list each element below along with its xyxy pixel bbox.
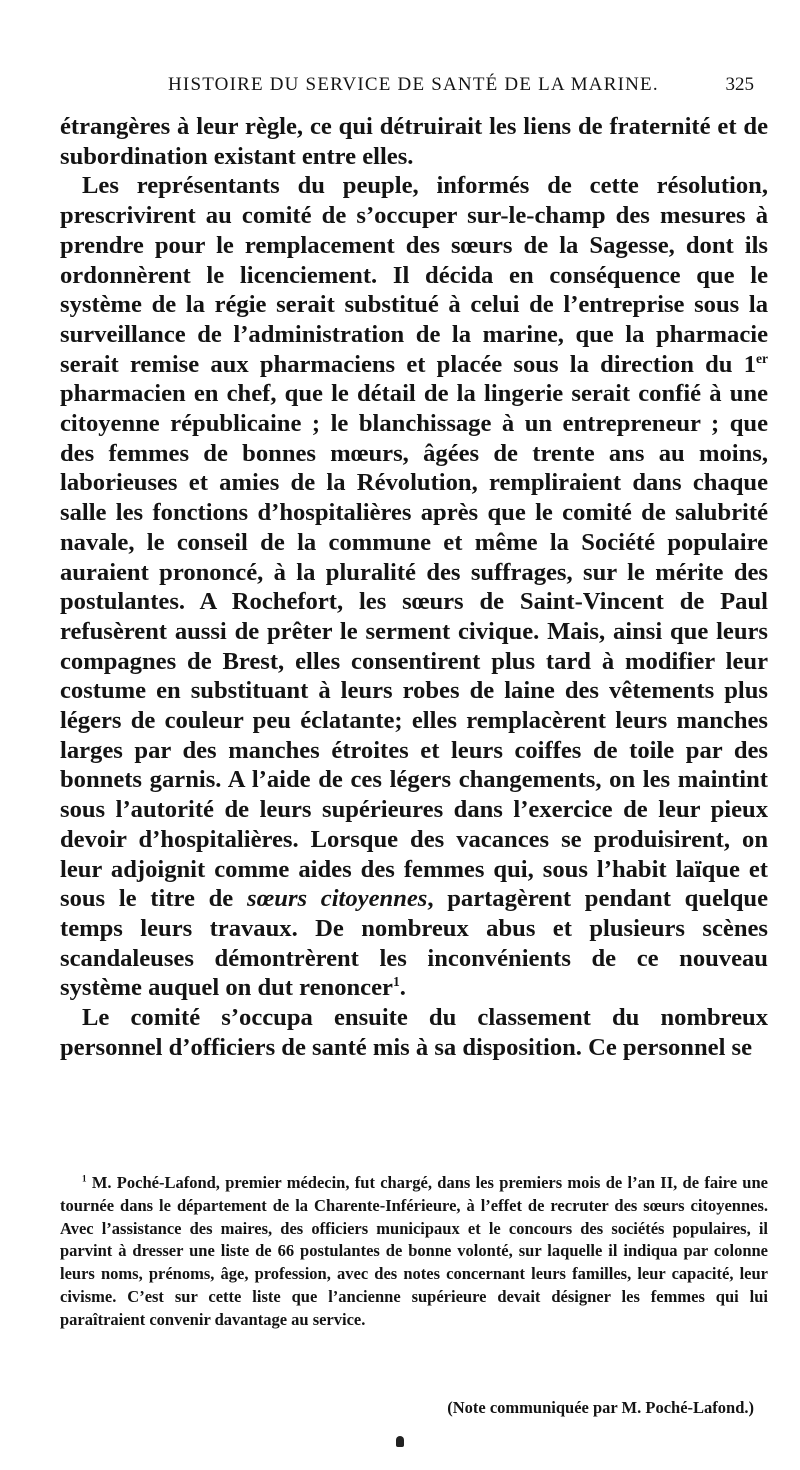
- paragraph-1: [60, 112, 768, 171]
- page-header: [60, 74, 754, 102]
- footnote-marker: 1: [82, 1173, 87, 1184]
- paragraph-2-text-b: pharmacien en chef, que le détail de la lingerie serait confié à une citoyenne républicaine ; le blanchissage à un entrepreneur ; que des femmes de bonnes mœurs, âgées de trente ans au moins, laborieuses et amies de la Révolution, rempliraient dans chaque salle les fonctions d’hospitalières après que le comité de salubrité navale, le conseil de la commune et même la Société populaire auraient prononcé, à la pluralité des suffrages, sur le mérite des postulantes. A Rochefort, les sœurs de Saint-Vincent de Paul refusèrent aussi de prêter le serment civique. Mais, ainsi que leurs compagnes de Brest, elles consentirent plus tard à modifier leur costume en substituant à leurs robes de laine des vêtements plus légers de couleur peu éclatante; elles remplacèrent leurs manches larges par des manches étroites et leurs coiffes de toile par des bonnets garnis. A l’aide de ces légers changements, on les maintint sous l’autorité de leurs supérieures dans l’exercice de leur pieux devoir d’hospitalières. Lorsque des vacances se produisirent, on leur adjoignit comme aides des femmes qui, sous l’habit laïque et sous le titre de: [60, 380, 768, 913]
- ink-mark: [396, 1436, 404, 1447]
- paragraph-2-text-c: , partagèrent pendant quelque temps leurs travaux. De nombreux abus et plusieurs scènes scandaleuses démontrèrent les inconvénients de ce nouveau système auquel on dut renoncer: [60, 885, 768, 1002]
- paragraph-3: [60, 1003, 768, 1062]
- paragraph-3-text: Le comité s’occupa ensuite du classement du nombreux personnel d’officiers de santé mis à sa disposition. Ce personnel se: [60, 1004, 768, 1061]
- running-title: HISTOIRE DU SERVICE DE SANTÉ DE LA MARINE.: [168, 74, 659, 95]
- ordinal-superscript: er: [756, 350, 768, 366]
- footnote-text: M. Poché-Lafond, premier médecin, fut chargé, dans les premiers mois de l’an II, de faire une tournée dans le département de la Charente-Inférieure, à l’effet de recruter des sœurs citoyennes. Avec l’assistance des maires, des officiers municipaux et le concours des sociétés populaires, il parvint à dresser une liste de 66 postulantes de bonne volonté, sur laquelle il indiqua par colonne leurs noms, prénoms, âge, profession, avec des notes concernant leurs familles, leur capacité, leur civisme. C’est sur cette liste que l’ancienne supérieure devait désigner les femmes qui lui paraîtraient convenir davantage au service.: [60, 1173, 768, 1329]
- footnote-paragraph: [60, 1172, 768, 1332]
- main-text: [60, 112, 768, 1063]
- paragraph-2-text-d: .: [399, 974, 406, 1002]
- footnote: [60, 1172, 768, 1332]
- footnote-reference: 1: [392, 974, 400, 990]
- paragraph-2-text-a: Les représentants du peuple, informés de cette résolution, prescrivirent au comité de s’occuper sur-le-champ des mesures à prendre pour le remplacement des sœurs de la Sagesse, dont ils ordonnèrent le licenciement. Il décida en conséquence que le système de la régie serait substitué à celui de l’entreprise sous la surveillance de l’administration de la marine, que la pharmacie serait remise aux pharmaciens et placée sous la direction du 1: [60, 172, 768, 378]
- paragraph-2: [60, 171, 768, 1003]
- page-number: 325: [725, 74, 754, 95]
- italic-term: sœurs citoyennes: [246, 885, 428, 913]
- footnote-source: (Note communiquée par M. Poché-Lafond.): [447, 1398, 754, 1417]
- paragraph-1-text: étrangères à leur règle, ce qui détruirait les liens de fraternité et de subordination existant entre elles.: [60, 113, 768, 170]
